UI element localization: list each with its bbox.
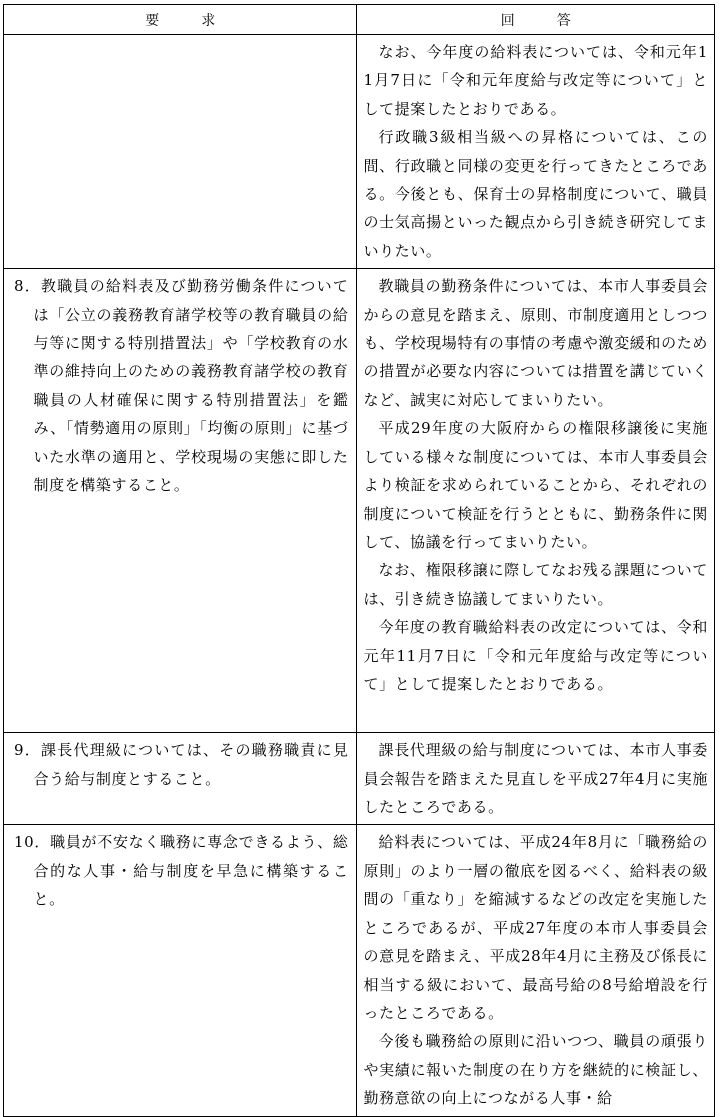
table-row bbox=[4, 35, 715, 269]
answer-paragraph: 今年度の教育職給料表の改定については、令和元年11月7日に「令和元年度給与改定等について」として提案したとおりである。 bbox=[363, 618, 708, 693]
header-request: 要 求 bbox=[4, 5, 357, 35]
request-cell bbox=[4, 35, 357, 269]
answer-paragraph: 行政職3級相当級への昇格については、この間、行政職と同様の変更を行ってきたところである。今後とも、保育士の昇格制度について、職員の士気高揚といった観点から引き続き研究してまいりたい。 bbox=[363, 128, 708, 260]
answer-paragraph: なお、今年度の給料表については、令和元年11月7日に「令和元年度給与改定等について」として提案したとおりである。 bbox=[363, 43, 708, 118]
answer-cell bbox=[357, 35, 715, 269]
answer-paragraph: 今後も職務給の原則に沿いつつ、職員の頑張りや実績に報いた制度の在り方を継続的に検証し、勤務意欲の向上につながる人事・給 bbox=[363, 1032, 708, 1108]
answer-cell bbox=[357, 825, 715, 1116]
answer-cell bbox=[357, 269, 715, 733]
request-text: 9．課長代理級については、その職務職責に見合う給与制度とすること。 bbox=[14, 741, 349, 788]
answer-paragraph: 課長代理級の給与制度については、本市人事委員会報告を踏まえた見直しを平成27年4月に実施したところである。 bbox=[363, 741, 708, 817]
answer-paragraph: 教職員の勤務条件については、本市人事委員会からの意見を踏まえ、原則、市制度適用としつつも、学校現場特有の事情の考慮や激変緩和のための措置が必要な内容については措置を講じていくなど、誠実に対応してまいりたい。 bbox=[363, 277, 708, 409]
request-text: 10．職員が不安なく職務に専念できるよう、総合的な人事・給与制度を早急に構築すること。 bbox=[14, 833, 349, 909]
answer-paragraph: 給料表については、平成24年8月に「職務給の原則」のより一層の徹底を図るべく、給料表の級間の「重なり」を縮減するなどの改定を実施したところであるが、平成27年度の本市人事委員会の意見を踏まえ、平成28年4月に主務及び係長に相当する級において、最高号給の8号給増設を行ったところである。 bbox=[363, 833, 708, 1022]
table-header-row bbox=[4, 5, 715, 35]
request-text: 8．教職員の給料表及び勤務労働条件については「公立の義務教育諸学校等の教育職員の給与等に関する特別措置法」や「学校教育の水準の維持向上のための義務教育諸学校の教育職員の人材確保に関する特別措置法」を鑑み、「情勢適用の原則」「均衡の原則」に基づいた水準の適用と、学校現場の実態に即した制度を構築すること。 bbox=[14, 277, 349, 495]
table-row bbox=[4, 269, 715, 733]
request-cell bbox=[4, 733, 357, 825]
request-cell bbox=[4, 269, 357, 733]
header-answer: 回 答 bbox=[357, 5, 715, 35]
answer-cell bbox=[357, 733, 715, 825]
answer-paragraph: なお、権限移譲に際してなお残る課題については、引き続き協議してまいりたい。 bbox=[363, 561, 708, 608]
answer-paragraph: 平成29年度の大阪府からの権限移譲後に実施している様々な制度については、本市人事委員会より検証を求められていることから、それぞれの制度について検証を行うとともに、勤務条件に関して、協議を行ってまいりたい。 bbox=[363, 419, 708, 551]
table-row bbox=[4, 733, 715, 825]
request-cell bbox=[4, 825, 357, 1116]
table-row bbox=[4, 825, 715, 1116]
request-answer-table bbox=[3, 4, 715, 1117]
